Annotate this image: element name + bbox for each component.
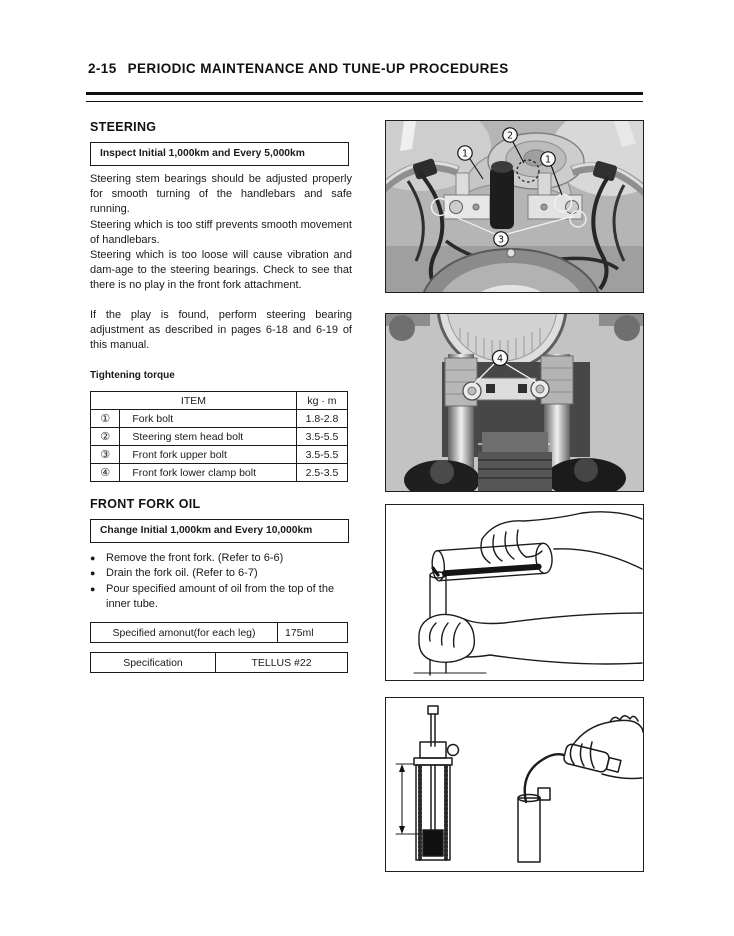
bullet-item	[90, 582, 358, 613]
spec-label: Specification	[91, 653, 216, 673]
torque-table	[90, 391, 348, 482]
callout-3: 3	[497, 234, 505, 246]
amount-value: 175ml	[278, 623, 348, 643]
row-num: ③	[91, 446, 120, 464]
steering-heading: STEERING	[90, 120, 157, 134]
page-title: PERIODIC MAINTENANCE AND TUNE-UP PROCEDURES	[127, 61, 509, 76]
steering-paragraph: Steering which is too stiff prevents smooth movement of handlebars.	[90, 218, 352, 246]
figure-oil-level-illustration	[385, 697, 644, 872]
torque-item-header: ITEM	[91, 392, 297, 410]
torque-row	[91, 410, 348, 428]
page-number: 2-15	[88, 61, 117, 76]
row-value: 2.5-3.5	[296, 464, 347, 482]
torque-label: Tightening torque	[90, 370, 175, 381]
bullet-text: Pour specified amount of oil from the top of the inner tube.	[106, 582, 335, 610]
bullet-icon: ●	[90, 553, 96, 563]
steering-head-photo-art	[386, 121, 643, 292]
oil-spec-table	[90, 652, 348, 673]
row-value: 3.5-5.5	[296, 428, 347, 446]
steering-interval-text: Inspect Initial 1,000km and Every 5,000km	[100, 148, 305, 159]
oil-amount-row	[91, 623, 348, 643]
figure-oil-pouring-illustration	[385, 504, 644, 681]
bullet-text: Drain the fork oil. (Refer to 6-7)	[106, 567, 258, 580]
torque-header-row	[91, 392, 348, 410]
row-item: Front fork lower clamp bolt	[120, 464, 297, 482]
figure-front-fork-photo	[385, 313, 644, 492]
bullet-item	[90, 566, 358, 581]
row-value: 3.5-5.5	[296, 446, 347, 464]
torque-row	[91, 428, 348, 446]
torque-row	[91, 464, 348, 482]
ffo-interval-text: Change Initial 1,000km and Every 10,000km	[100, 525, 313, 536]
row-num: ④	[91, 464, 120, 482]
front-fork-photo-art	[386, 314, 643, 491]
callout-2: 2	[506, 130, 514, 142]
spec-value: TELLUS #22	[216, 653, 348, 673]
torque-unit-header: kg · m	[296, 392, 347, 410]
front-fork-oil-heading: FRONT FORK OIL	[90, 497, 201, 511]
ffo-interval-box	[90, 519, 349, 543]
bullet-item	[90, 551, 358, 566]
row-value: 1.8-2.8	[296, 410, 347, 428]
callout-1-right: 1	[544, 154, 552, 166]
figure-steering-head-photo	[385, 120, 644, 293]
steering-interval-box	[90, 142, 349, 166]
page-header	[88, 61, 509, 76]
row-item: Fork bolt	[120, 410, 297, 428]
row-item: Steering stem head bolt	[120, 428, 297, 446]
oil-spec-row	[91, 653, 348, 673]
bullet-text: Remove the front fork. (Refer to 6-6)	[106, 552, 284, 564]
oil-pouring-art	[386, 505, 643, 680]
callout-1-left: 1	[461, 148, 469, 160]
bullet-icon: ●	[90, 583, 96, 594]
row-item: Front fork upper bolt	[120, 446, 297, 464]
steering-paragraph: Steering stem bearings should be adjusted properly for smooth turning of the handlebars and safe running.	[90, 173, 352, 216]
oil-level-art	[386, 698, 643, 871]
row-num: ①	[91, 410, 120, 428]
oil-amount-table	[90, 622, 348, 643]
bullet-icon: ●	[90, 568, 96, 579]
steering-paragraph: Steering which is too loose will cause vibration and dam-age to the steering bearings. Check to see that there is no play in the front fork attachment.	[90, 249, 352, 292]
amount-label: Specified amonut(for each leg)	[91, 623, 278, 643]
torque-row	[91, 446, 348, 464]
row-num: ②	[91, 428, 120, 446]
callout-4: 4	[496, 353, 504, 365]
ffo-bullet-list	[90, 551, 358, 612]
steering-body	[90, 172, 352, 353]
steering-paragraph: If the play is found, perform steering bearing adjustment as described in pages 6-18 and 6-19 of this manual.	[90, 308, 352, 352]
header-rule	[86, 92, 643, 102]
